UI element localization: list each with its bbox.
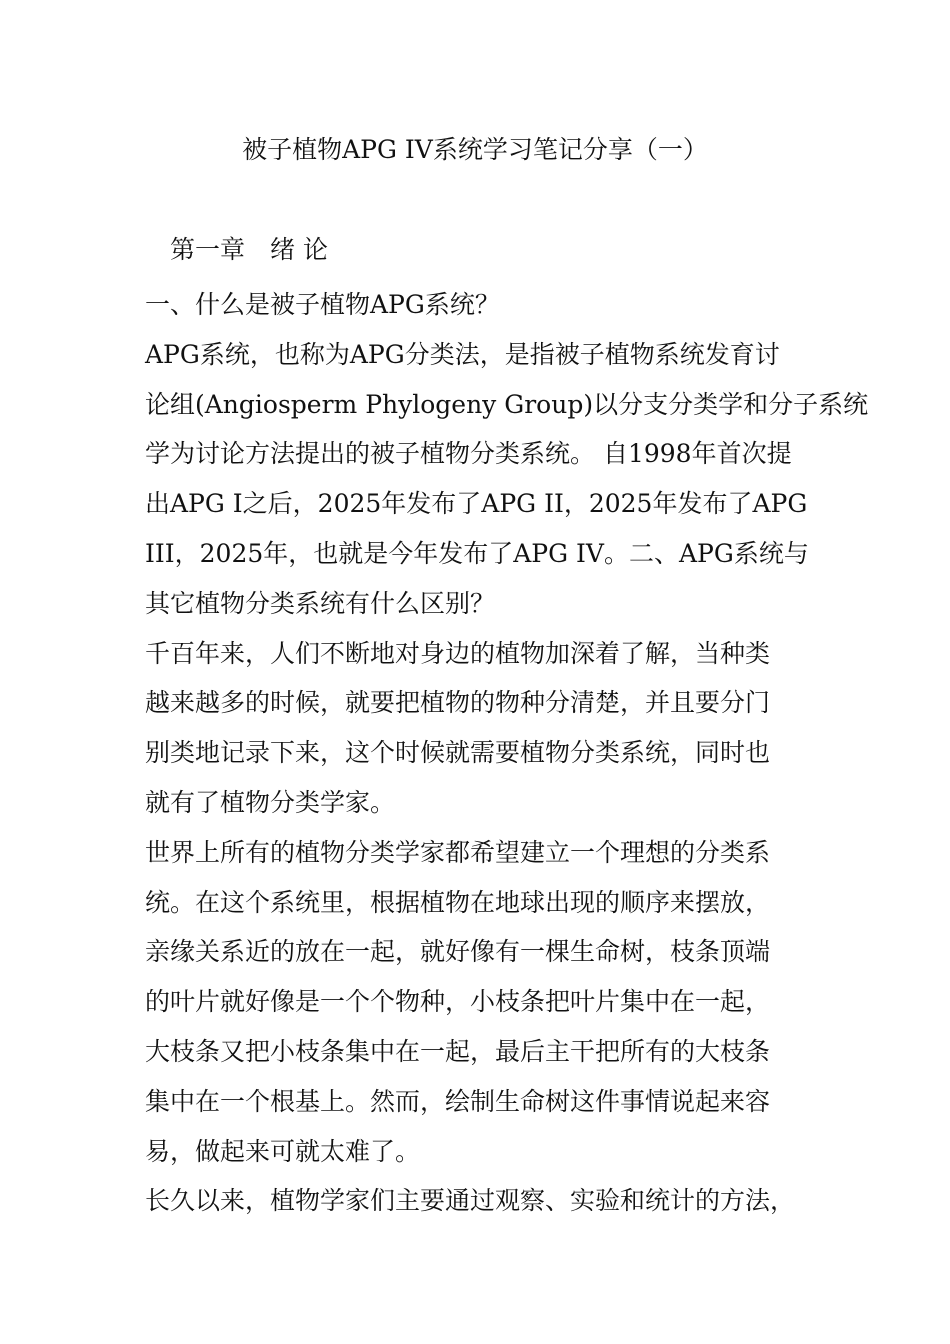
text-line: 的叶片就好像是一个个物种，小枝条把叶片集中在一起，	[145, 987, 771, 1017]
text-line: III，2025年，也就是今年发布了APG IV。二、APG系统与	[145, 538, 809, 568]
document-body	[145, 280, 869, 1226]
document-title: 被子植物APG IV系统学习笔记分享（一）	[242, 135, 708, 164]
text-line: 集中在一个根基上。然而，绘制生命树这件事情说起来容	[145, 1086, 771, 1116]
chapter-heading: 第一章 绪 论	[170, 235, 328, 264]
text-line: 就有了植物分类学家。	[145, 787, 396, 817]
text-line: 出APG I之后，2025年发布了APG II，2025年发布了APG	[145, 489, 808, 519]
text-line: 千百年来，人们不断地对身边的植物加深着了解，当种类	[145, 638, 771, 668]
text-line: 易，做起来可就太难了。	[145, 1136, 421, 1166]
text-line: 世界上所有的植物分类学家都希望建立一个理想的分类系	[145, 837, 771, 867]
text-line: 别类地记录下来，这个时候就需要植物分类系统，同时也	[145, 738, 771, 768]
text-line: 论组(Angiosperm Phylogeny Group)以分支分类学和分子系统	[145, 389, 869, 419]
text-line: 学为讨论方法提出的被子植物分类系统。 自1998年首次提	[145, 439, 792, 469]
text-line: 一、什么是被子植物APG系统？	[145, 290, 500, 319]
text-line: 其它植物分类系统有什么区别？	[145, 588, 496, 618]
text-line: 亲缘关系近的放在一起，就好像有一棵生命树，枝条顶端	[145, 937, 771, 967]
text-line: 长久以来，植物学家们主要通过观察、实验和统计的方法，	[145, 1186, 796, 1216]
text-line: 统。在这个系统里，根据植物在地球出现的顺序来摆放，	[145, 887, 771, 917]
text-line: 越来越多的时候，就要把植物的物种分清楚，并且要分门	[145, 688, 771, 718]
text-line: APG系统，也称为APG分类法，是指被子植物系统发育讨	[145, 339, 780, 369]
text-line: 大枝条又把小枝条集中在一起，最后主干把所有的大枝条	[145, 1036, 771, 1066]
